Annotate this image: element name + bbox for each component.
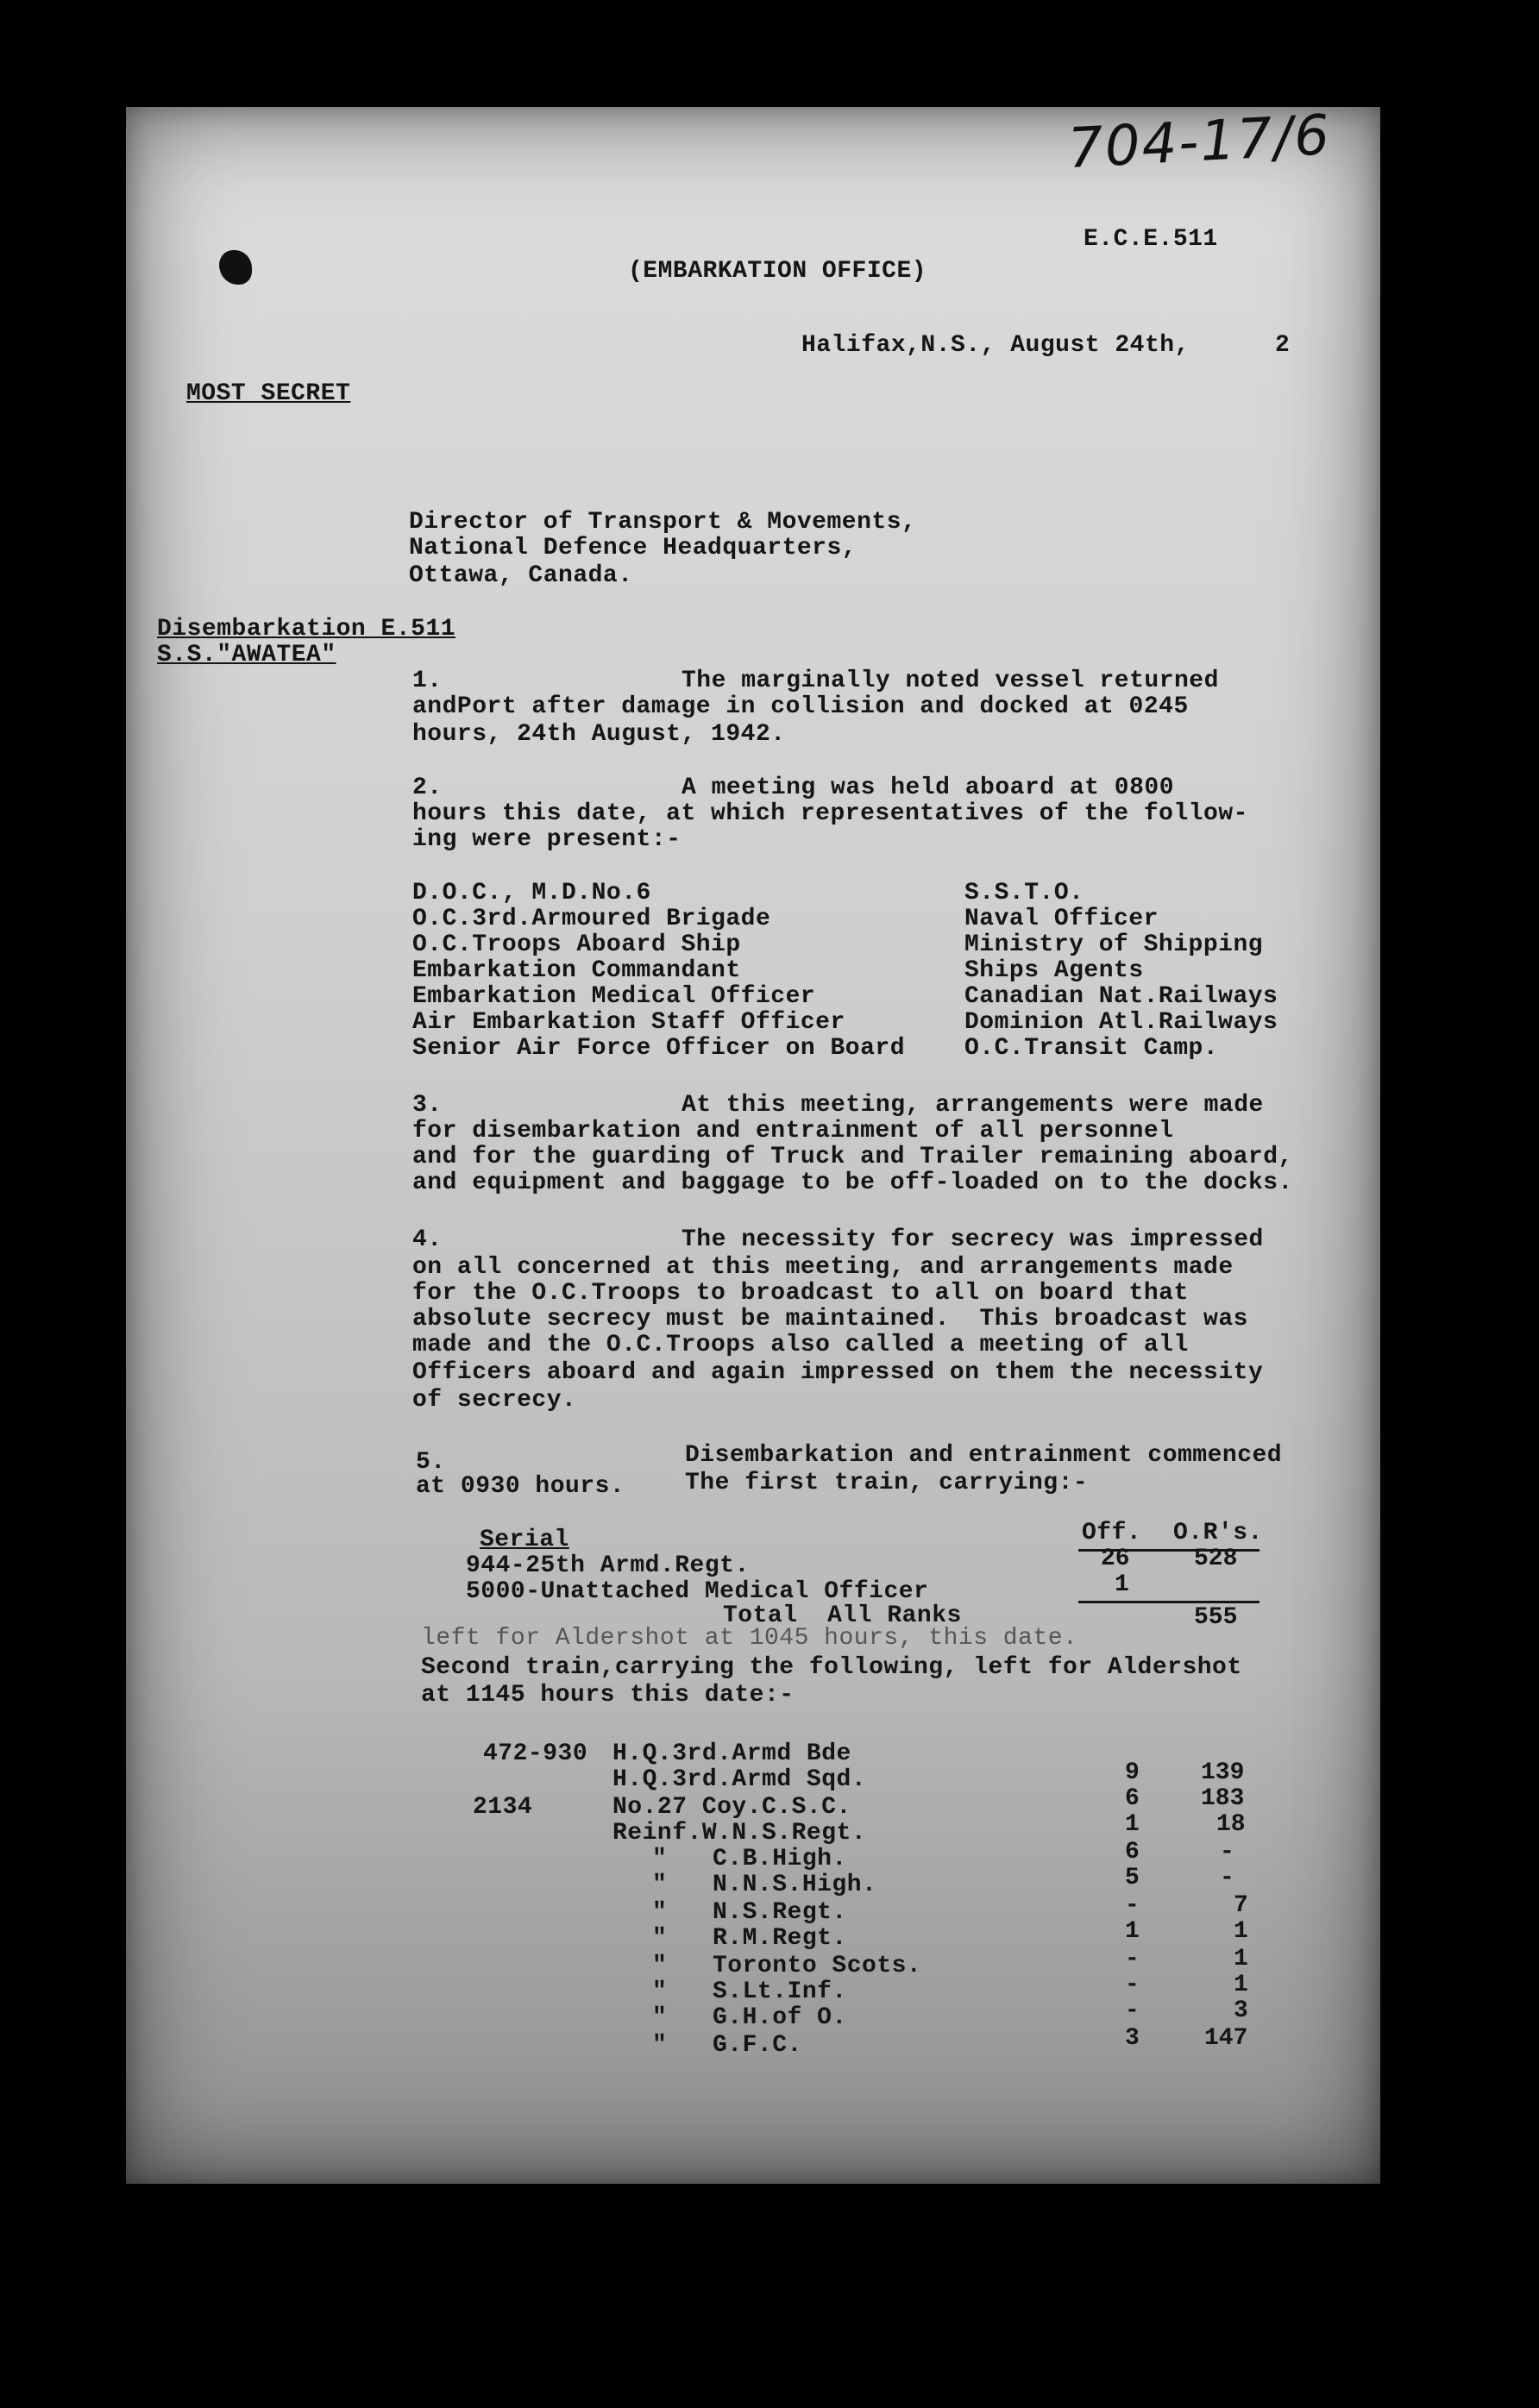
attendee: Embarkation Commandant (412, 957, 741, 984)
ditto-mark: " (652, 1978, 668, 2005)
off-header: Off. (1082, 1520, 1142, 1546)
page-number: 2 (1275, 332, 1291, 359)
para4-line: of secrecy. (412, 1387, 577, 1414)
attendee: Ministry of Shipping (964, 931, 1264, 958)
off: 3 (1125, 2025, 1140, 2052)
para1-line: The marginally noted vessel returned (682, 668, 1219, 694)
unit: N.S.Regt. (713, 1899, 847, 1926)
off: 6 (1125, 1785, 1140, 1812)
attendee: Embarkation Medical Officer (412, 983, 816, 1010)
train1-ors: 528 (1194, 1546, 1238, 1572)
ors: 7 (1234, 1892, 1248, 1919)
unit: H.Q.3rd.Armd Sqd. (612, 1766, 867, 1793)
off: - (1125, 1997, 1140, 2024)
attendee: O.C.3rd.Armoured Brigade (412, 906, 771, 932)
ors-header: O.R's. (1173, 1520, 1263, 1546)
attendee: O.C.Troops Aboard Ship (412, 931, 741, 958)
serial: 472-930 (483, 1740, 588, 1767)
para1-line: hours, 24th August, 1942. (412, 721, 786, 748)
ors: - (1220, 1839, 1234, 1866)
para4-line: absolute secrecy must be maintained. This broadcast was (412, 1306, 1248, 1333)
attendee: Air Embarkation Staff Officer (412, 1009, 845, 1036)
ors: 3 (1234, 1997, 1248, 2024)
ors: - (1220, 1865, 1234, 1891)
ors: 1 (1234, 1972, 1248, 1998)
para3-line: At this meeting, arrangements were made (682, 1092, 1264, 1119)
addressee-line: National Defence Headquarters, (409, 535, 857, 561)
para4-line: on all concerned at this meeting, and arrangements made (412, 1254, 1234, 1281)
train1-unit: 5000-Unattached Medical Officer (466, 1578, 929, 1605)
unit: G.H.of O. (713, 2004, 847, 2031)
para2-line: A meeting was held aboard at 0800 (682, 774, 1174, 801)
para2-number: 2. (412, 774, 443, 801)
unit: No.27 Coy.C.S.C. (612, 1794, 851, 1821)
para1-number: 1. (412, 668, 443, 694)
unit: Reinf.W.N.S.Regt. (612, 1820, 867, 1847)
off: 5 (1125, 1865, 1140, 1891)
off: - (1125, 1946, 1140, 1972)
unit: N.N.S.High. (713, 1872, 877, 1898)
handwritten-file-number: 704-17/6 (1066, 103, 1333, 181)
attendee: S.S.T.O. (964, 880, 1084, 906)
margin-subject: Disembarkation E.511 (157, 616, 456, 643)
ditto-mark: " (652, 2004, 668, 2031)
attendee: D.O.C., M.D.No.6 (412, 880, 651, 906)
ditto-mark: " (652, 1899, 668, 1926)
train1-departure: left for Aldershot at 1045 hours, this date. (421, 1625, 1078, 1652)
serial-header: Serial (480, 1527, 569, 1553)
attendee: Dominion Atl.Railways (964, 1009, 1278, 1036)
total-label: Total All Ranks (723, 1602, 962, 1629)
ors: 147 (1204, 2025, 1248, 2052)
para4-number: 4. (412, 1226, 443, 1253)
train1-off: 26 (1101, 1546, 1130, 1572)
attendee: Canadian Nat.Railways (964, 983, 1278, 1010)
para4-line: made and the O.C.Troops also called a meeting of all (412, 1332, 1189, 1358)
para4-line: Officers aboard and again impressed on them the necessity (412, 1359, 1264, 1386)
para2-line: ing were present:- (412, 826, 682, 853)
ditto-mark: " (652, 1953, 668, 1979)
ors: 1 (1234, 1946, 1248, 1972)
para3-line: and equipment and baggage to be off-loaded on to the docks. (412, 1170, 1293, 1196)
train2-intro: at 1145 hours this date:- (421, 1682, 795, 1709)
reference-number: E.C.E.511 (1084, 226, 1218, 253)
addressee-line: Director of Transport & Movements, (409, 509, 917, 536)
off: 9 (1125, 1759, 1140, 1786)
para3-line: for disembarkation and entrainment of all personnel (412, 1118, 1174, 1144)
serial: 2134 (473, 1794, 533, 1821)
para3-number: 3. (412, 1092, 443, 1119)
ditto-mark: " (652, 1846, 668, 1872)
total-value: 555 (1194, 1604, 1238, 1631)
off: - (1125, 1892, 1140, 1919)
para5-line: Disembarkation and entrainment commenced (685, 1442, 1283, 1469)
train1-off: 1 (1115, 1571, 1129, 1598)
date-line: Halifax,N.S., August 24th, (801, 332, 1190, 359)
off: - (1125, 1972, 1140, 1998)
para1-line: andPort after damage in collision and docked at 0245 (412, 693, 1189, 720)
para5-number: 5. (416, 1449, 446, 1476)
margin-vessel: S.S."AWATEA" (157, 642, 336, 668)
attendee: Naval Officer (964, 906, 1159, 932)
para3-line: and for the guarding of Truck and Trailer remaining aboard, (412, 1144, 1293, 1170)
unit: H.Q.3rd.Armd Bde (612, 1740, 851, 1767)
ors: 183 (1201, 1785, 1245, 1812)
off: 1 (1125, 1918, 1140, 1945)
para4-line: The necessity for secrecy was impressed (682, 1226, 1264, 1253)
attendee: O.C.Transit Camp. (964, 1035, 1219, 1062)
off: 1 (1125, 1811, 1140, 1838)
attendee: Senior Air Force Officer on Board (412, 1035, 905, 1062)
ors: 18 (1216, 1811, 1246, 1838)
ditto-mark: " (652, 1872, 668, 1898)
unit: S.Lt.Inf. (713, 1978, 847, 2005)
para2-line: hours this date, at which representatives of the follow- (412, 800, 1248, 827)
ors: 139 (1201, 1759, 1245, 1786)
ditto-mark: " (652, 1925, 668, 1952)
para5-line: The first train, carrying:- (685, 1470, 1089, 1496)
attendee: Ships Agents (964, 957, 1144, 984)
train1-unit: 944-25th Armd.Regt. (466, 1552, 750, 1579)
para4-line: for the O.C.Troops to broadcast to all on board that (412, 1280, 1189, 1307)
unit: C.B.High. (713, 1846, 847, 1872)
total-rule (1078, 1601, 1259, 1603)
off: 6 (1125, 1839, 1140, 1866)
classification-label: MOST SECRET (186, 380, 351, 407)
unit: R.M.Regt. (713, 1925, 847, 1952)
train2-intro: Second train,carrying the following, left for Aldershot (421, 1654, 1242, 1681)
addressee-line: Ottawa, Canada. (409, 562, 633, 589)
ditto-mark: " (652, 2032, 668, 2059)
para5-line: at 0930 hours. (416, 1473, 625, 1500)
unit: Toronto Scots. (713, 1953, 922, 1979)
ors: 1 (1234, 1918, 1248, 1945)
unit: G.F.C. (713, 2032, 802, 2059)
office-heading: (EMBARKATION OFFICE) (628, 258, 927, 285)
